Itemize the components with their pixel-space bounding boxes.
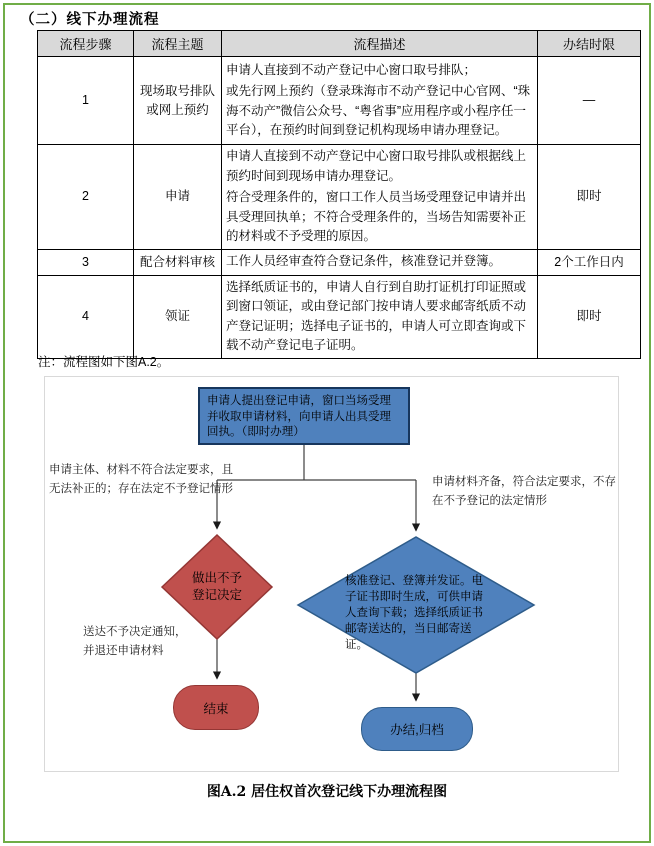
desc-paragraph: 或先行网上预约（登录珠海市不动产登记中心官网、“珠海不动产”微信公众号、“粤省事”应用程序或小程序任一平台），在预约时间到登记机构现场申请办理登记。 [226,84,531,137]
table-row [38,275,641,358]
step-cell: 4 [38,275,134,358]
desc-cell [222,57,538,145]
topic-cell: 现场取号排队或网上预约 [134,57,222,145]
topic-cell: 申请 [134,145,222,250]
desc-paragraph: 工作人员经审查符合登记条件，核准登记并登簿。 [226,254,502,269]
topic-cell: 配合材料审核 [134,249,222,275]
desc-paragraph: 符合受理条件的，窗口工作人员当场受理登记申请并出具受理回执单；不符合受理条件的，当场告知需要补正的材料或不予受理的原因。 [226,190,527,243]
approve-diamond-label: 核准登记、登簿并发证。电子证书即时生成，可供申请人查询下载；选择纸质证书邮寄送达的，当日邮寄送证。 [345,575,483,651]
step-cell: 3 [38,249,134,275]
left-condition-label: 申请主体、材料不符合法定要求，且无法补正的；存在法定不予登记情形 [49,464,233,495]
desc-cell [222,249,538,275]
header-topic: 流程主题 [134,31,222,57]
section-title: （二）线下办理流程 [20,11,160,28]
time-cell: — [538,57,641,145]
process-table [37,30,641,359]
end-terminator: 结束 [173,685,259,730]
desc-paragraph: 申请人直接到不动产登记中心窗口取号排队或根据线上预约时间到现场申请办理登记。 [226,149,527,183]
desc-paragraph: 选择纸质证书的，申请人自行到自助打证机打印证照或到窗口领证，或由登记部门按申请人要求邮寄纸质不动产登记证明；选择电子证书的，申请人可立即查询或下载不动产登记电子证明。 [226,279,527,352]
table-header-row [38,31,641,57]
table-row [38,145,641,250]
archive-terminator: 办结,归档 [361,707,473,751]
reject-diamond-label: 做出不予登记决定 [191,571,242,602]
right-condition-label: 申请材料齐备，符合法定要求，不存在不予登记的法定情形 [432,476,616,507]
step-cell: 1 [38,57,134,145]
flowchart [44,376,619,772]
header-desc: 流程描述 [222,31,538,57]
time-cell: 即时 [538,275,641,358]
note-text: 注：流程图如下图A.2。 [38,355,170,369]
table-row [38,249,641,275]
desc-paragraph: 申请人直接到不动产登记中心窗口取号排队； [226,62,477,77]
table-row [38,57,641,145]
desc-cell [222,275,538,358]
time-cell: 即时 [538,145,641,250]
notice-label: 送达不予决定通知，并退还申请材料 [83,626,187,657]
header-time: 办结时限 [538,31,641,57]
step-cell: 2 [38,145,134,250]
time-cell: 2个工作日内 [538,249,641,275]
desc-cell [222,145,538,250]
start-box: 申请人提出登记申请，窗口当场受理并收取申请材料，向申请人出具受理回执。（即时办理） [198,387,410,445]
figure-caption: 图A.2 居住权首次登记线下办理流程图 [206,784,448,800]
topic-cell: 领证 [134,275,222,358]
header-step: 流程步骤 [38,31,134,57]
